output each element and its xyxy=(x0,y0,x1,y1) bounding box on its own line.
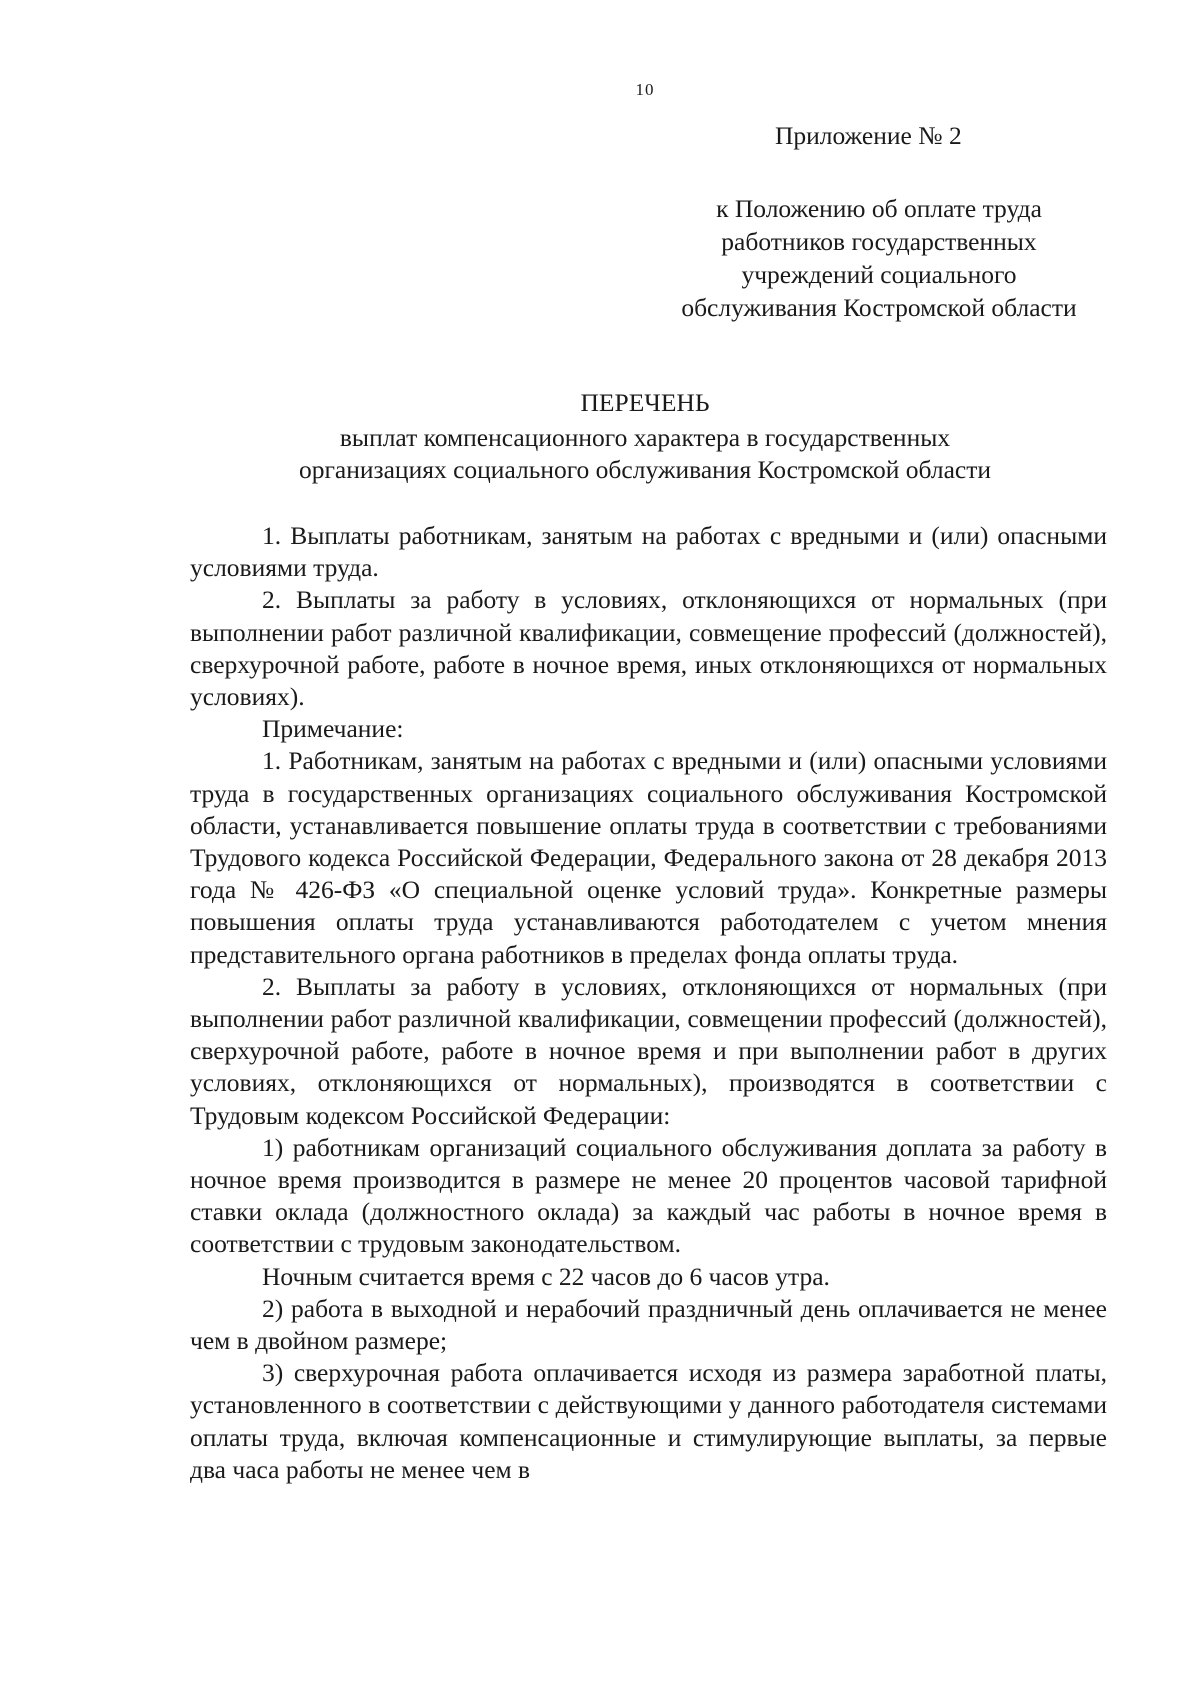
note-subitem-1: 1) работникам организаций социального обслуживания доплата за работу в ночное время производится в размере не менее 20 процентов часовой тарифной ставки оклада (должностного оклада) за каждый час работы в ночное время в соответствии с трудовым законодательством. xyxy=(190,1132,1107,1259)
note-subitem-2: 2) работа в выходной и нерабочий праздничный день оплачивается не менее чем в двойном размере; xyxy=(190,1293,1107,1356)
subheading-line: организациях социального обслуживания Костромской области xyxy=(298,455,992,484)
night-time-definition: Ночным считается время с 22 часов до 6 часов утра. xyxy=(262,1261,830,1291)
page-number: 10 xyxy=(635,80,655,99)
document-heading: ПЕРЕЧЕНЬ xyxy=(580,388,710,417)
note-paragraph-1: 1. Работникам, занятым на работах с вредными и (или) опасными условиями труда в государственных организациях социального обслуживания Костромской области, устанавливается повышение оплаты труда в соответствии с требованиями Трудового кодекса Российской Федерации, Федерального закона от 28 декабря 2013 года № 426-ФЗ «О специальной оценке условий труда». Конкретные размеры повышения оплаты труда устанавливаются работодателем с учетом мнения представительного органа работников в пределах фонда оплаты труда. xyxy=(190,746,1107,969)
note-paragraph-2: 2. Выплаты за работу в условиях, отклоняющихся от нормальных (при выполнении работ различной квалификации, совмещении профессий (должностей), сверхурочной работе, работе в ночное время и при выполнении работ в других условиях, отклоняющихся от нормальных), производятся в соответствии с Трудовым кодексом Российской Федерации: xyxy=(190,971,1107,1130)
document-subheading xyxy=(0,422,1200,486)
note-label: Примечание: xyxy=(262,714,404,744)
appendix-reference xyxy=(652,192,1106,324)
appendix-reference-line: работников государственных xyxy=(721,227,1037,256)
appendix-title: Приложение № 2 xyxy=(775,121,962,150)
note-subitem-3: 3) сверхурочная работа оплачивается исходя из размера заработной платы, установленного в соответствии с действующими у данного работодателя системами оплаты труда, включая компенсационные и стимулирующие выплаты, за первые два часа работы не менее чем в xyxy=(190,1358,1107,1484)
subheading-line: выплат компенсационного характера в государственных xyxy=(339,423,951,452)
appendix-reference-line: учреждений социального xyxy=(741,260,1017,289)
paragraph-item-2: 2. Выплаты за работу в условиях, отклоняющихся от нормальных (при выполнении работ различной квалификации, совмещение профессий (должностей), сверхурочной работе, работе в ночное время, иных отклоняющихся от нормальных условиях). xyxy=(190,585,1107,712)
appendix-reference-line: к Положению об оплате труда xyxy=(716,194,1042,223)
paragraph-item-1: 1. Выплаты работникам, занятым на работах с вредными и (или) опасными условиями труда. xyxy=(190,521,1107,583)
document-body xyxy=(190,520,1107,1486)
appendix-reference-line: обслуживания Костромской области xyxy=(681,293,1077,322)
